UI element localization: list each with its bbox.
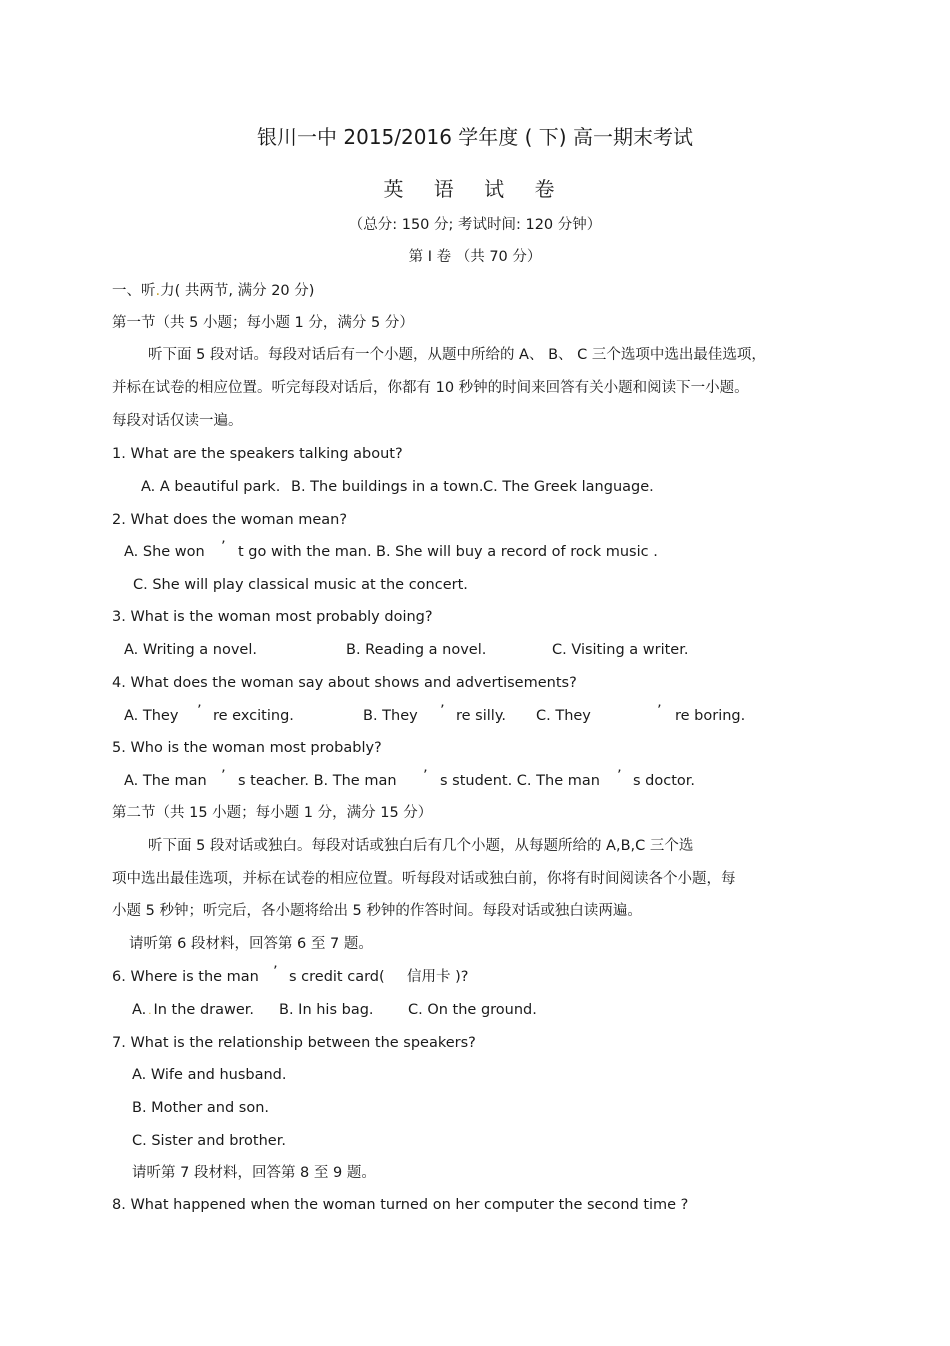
part1-heading: [112, 282, 314, 300]
q3-option-b: B. Reading a novel.: [346, 642, 487, 658]
q4-option-c-apos: ’: [657, 703, 662, 719]
volume-heading: 第 I 卷 （共 70 分）: [408, 249, 542, 265]
section1-instr-1: 听下面 5 段对话。每段对话后有一个小题，从题中所给的 A、 B、 C 三个选项中选出最佳选项，: [148, 347, 766, 363]
q6-option-a-label: A.: [132, 1002, 147, 1018]
q7-option-c: C. Sister and brother.: [132, 1133, 286, 1149]
question-7: 7. What is the relationship between the speakers?: [112, 1035, 476, 1051]
material-7-instr: 请听第 7 段材料，回答第 8 至 9 题。: [132, 1165, 376, 1181]
score-info: （总分: 150 分; 考试时间: 120 分钟）: [348, 217, 602, 233]
q4-option-c-post: re boring.: [675, 708, 746, 724]
exam-title: 银川一中 2015/2016 学年度 ( 下) 高一期末考试: [257, 125, 693, 149]
question-1: 1. What are the speakers talking about?: [112, 446, 403, 462]
part1-heading-post: 力( 共两节, 满分 20 分): [160, 283, 315, 299]
q4-option-b-pre: B. They: [363, 708, 418, 724]
q5-option-a-pre: A. The man: [124, 773, 207, 789]
q6-option-b: B. In his bag.: [279, 1002, 374, 1018]
q4-option-a-pre: A. They: [124, 708, 179, 724]
question-3: 3. What is the woman most probably doing?: [112, 609, 433, 625]
q5-option-b-pre: s teacher. B. The man: [238, 773, 397, 789]
q6-option-c: C. On the ground.: [408, 1002, 537, 1018]
q3-option-c: C. Visiting a writer.: [552, 642, 689, 658]
q4-option-c-pre: C. They: [536, 708, 591, 724]
question-8: 8. What happened when the woman turned on her computer the second time ?: [112, 1197, 689, 1213]
q7-option-b: B. Mother and son.: [132, 1100, 270, 1116]
q2-option-a-post: t go with the man.: [238, 544, 372, 560]
question-2: 2. What does the woman mean?: [112, 512, 348, 528]
q4-option-a-apos: ’: [197, 703, 202, 719]
q6-option-a-dot: .: [148, 1006, 152, 1017]
section2-instr-1: 听下面 5 段对话或独白。每段对话或独白后有几个小题，从每题所给的 A,B,C 三个选: [148, 838, 694, 854]
q2-option-a-apos: ’: [221, 539, 226, 555]
q5-option-a-apos: ’: [221, 768, 226, 784]
q6-option-a-text: In the drawer.: [153, 1002, 255, 1018]
question-4: 4. What does the woman say about shows and advertisements?: [112, 675, 577, 691]
exam-subject: 英 语 试 卷: [383, 177, 567, 201]
q6-option-a: [132, 1001, 254, 1021]
question-6-post: s credit card(: [289, 969, 385, 985]
q3-option-a: A. Writing a novel.: [124, 642, 257, 658]
q1-option-b: B. The buildings in a town.: [291, 479, 484, 495]
section2-instr-2: 项中选出最佳选项，并标在试卷的相应位置。听每段对话或独白前，你将有时间阅读各个小题，每: [112, 871, 736, 887]
section1-instr-2: 并标在试卷的相应位置。听完每段对话后，你都有 10 秒钟的时间来回答有关小题和阅读下一小题。: [112, 380, 749, 396]
q5-option-b-apos: ’: [423, 768, 428, 784]
question-6-pre: 6. Where is the man: [112, 969, 259, 985]
q2-option-c: C. She will play classical music at the concert.: [133, 577, 468, 593]
material-6-instr: 请听第 6 段材料，回答第 6 至 7 题。: [129, 936, 373, 952]
q1-option-a: A. A beautiful park.: [141, 479, 281, 495]
q2-option-a-pre: A. She won: [124, 544, 205, 560]
q4-option-b-apos: ’: [440, 703, 445, 719]
section2-heading: 第二节（共 15 小题；每小题 1 分，满分 15 分）: [112, 805, 433, 821]
q5-option-c-pre: s student. C. The man: [440, 773, 600, 789]
section1-instr-3: 每段对话仅读一遍。: [112, 413, 243, 429]
question-6-apos: ’: [273, 964, 278, 980]
q7-option-a: A. Wife and husband.: [132, 1067, 287, 1083]
q4-option-b-post: re silly.: [456, 708, 506, 724]
q5-option-c-apos: ’: [617, 768, 622, 784]
question-5: 5. Who is the woman most probably?: [112, 740, 382, 756]
q2-option-b: B. She will buy a record of rock music .: [376, 544, 658, 560]
section2-instr-3: 小题 5 秒钟；听完后，各小题将给出 5 秒钟的作答时间。每段对话或独白读两遍。: [112, 903, 642, 919]
question-6-cn: 信用卡 )?: [407, 969, 469, 985]
part1-heading-dot: .: [155, 283, 161, 299]
part1-heading-pre: 一、听: [112, 283, 156, 299]
section1-heading: 第一节（共 5 小题；每小题 1 分，满分 5 分）: [112, 315, 414, 331]
q5-option-c-post: s doctor.: [633, 773, 696, 789]
q4-option-a-post: re exciting.: [213, 708, 294, 724]
q1-option-c: C. The Greek language.: [483, 479, 654, 495]
